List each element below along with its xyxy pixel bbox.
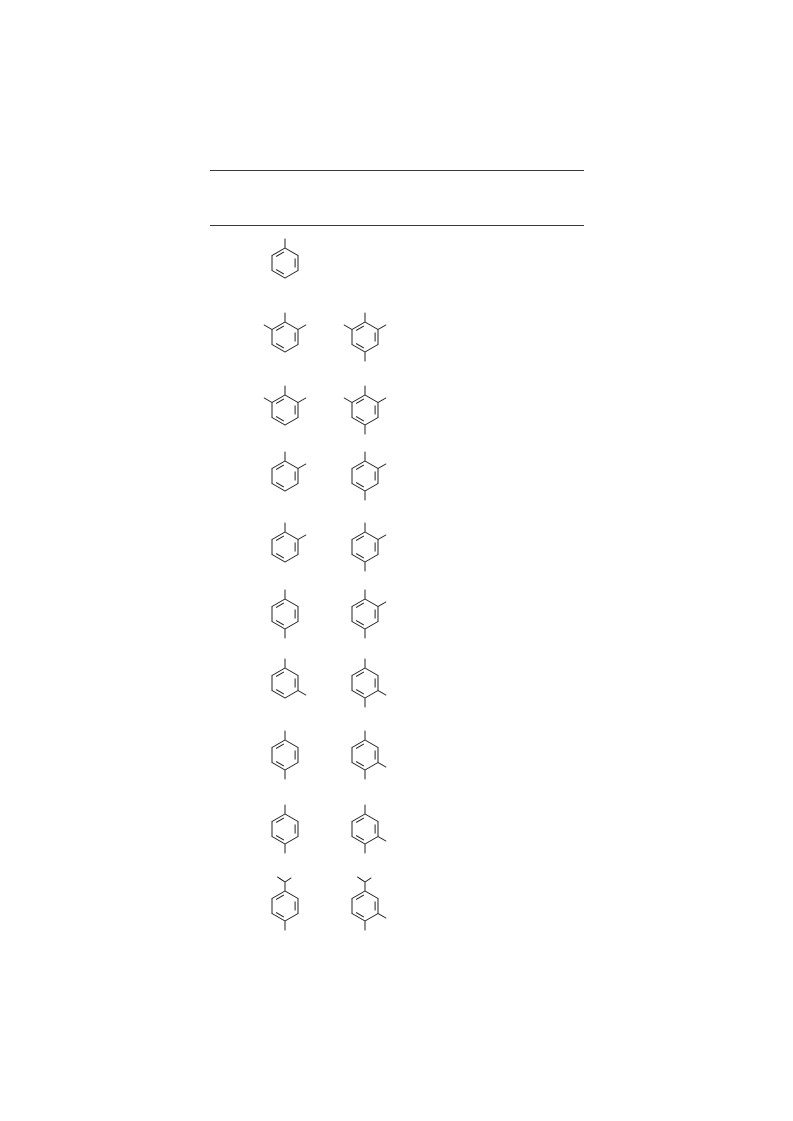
structure-row8-right — [352, 731, 386, 779]
structure-row8-left — [272, 731, 298, 779]
structure-row5-left — [272, 523, 306, 562]
structure-row1-left — [272, 239, 298, 278]
structure-row5-right — [352, 523, 386, 571]
structure-row7-right — [352, 659, 386, 707]
structure-row3-right — [344, 386, 386, 434]
structure-row2-left — [264, 313, 306, 352]
structure-row6-left — [272, 590, 298, 638]
structure-row4-right — [352, 452, 386, 500]
structure-row2-right — [344, 313, 386, 361]
structure-row10-left — [272, 877, 298, 930]
structure-row3-left — [264, 386, 306, 425]
structure-row6-right — [352, 590, 386, 638]
structure-row9-right — [352, 805, 386, 853]
structure-row4-left — [272, 452, 306, 491]
structure-row9-left — [272, 805, 298, 853]
structure-row7-left — [272, 659, 306, 698]
structure-row10-right — [352, 877, 386, 930]
